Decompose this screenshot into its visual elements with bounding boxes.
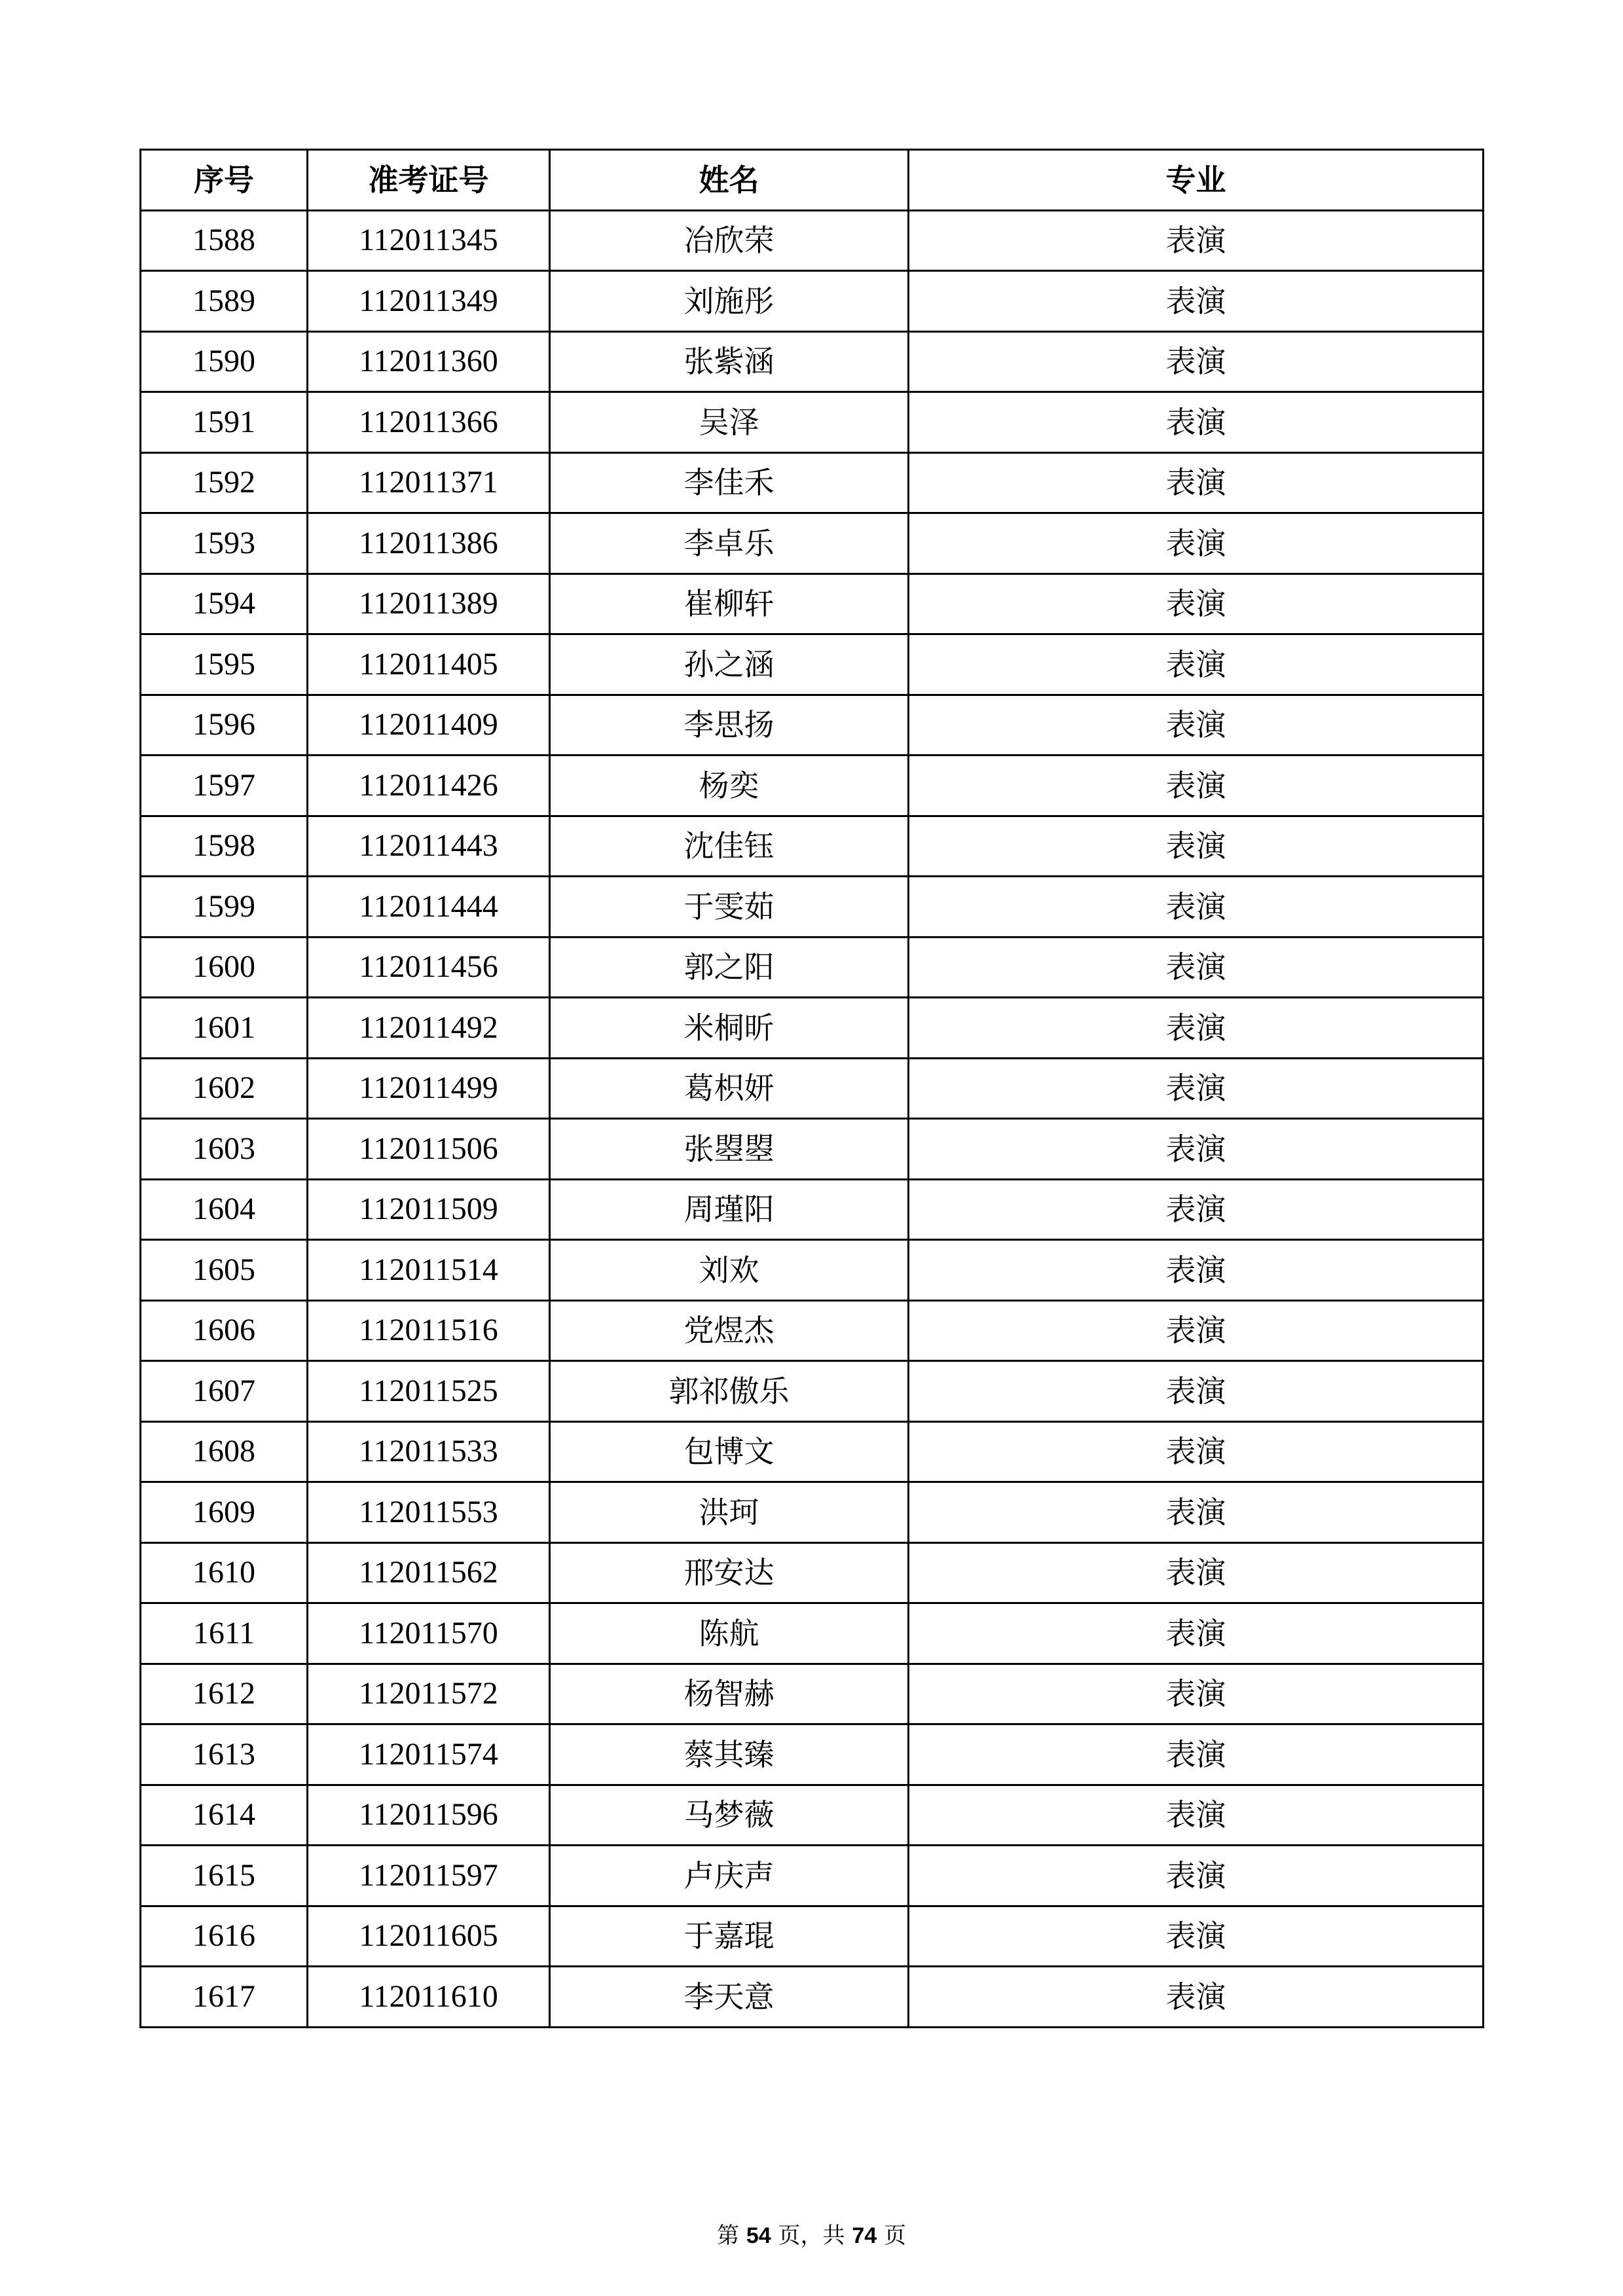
table-row bbox=[141, 1058, 1484, 1119]
cell-name: 李思扬 bbox=[550, 695, 909, 756]
cell-exam-id: 112011572 bbox=[308, 1664, 550, 1724]
cell-seq: 1605 bbox=[141, 1240, 308, 1301]
cell-major: 表演 bbox=[909, 756, 1484, 816]
table-row bbox=[141, 1664, 1484, 1724]
cell-name: 刘欢 bbox=[550, 1240, 909, 1301]
cell-seq: 1610 bbox=[141, 1542, 308, 1603]
cell-major: 表演 bbox=[909, 1482, 1484, 1543]
cell-seq: 1613 bbox=[141, 1724, 308, 1785]
cell-seq: 1611 bbox=[141, 1603, 308, 1664]
cell-name: 张曌曌 bbox=[550, 1119, 909, 1180]
cell-seq: 1595 bbox=[141, 634, 308, 695]
table-row bbox=[141, 513, 1484, 574]
cell-name: 邢安达 bbox=[550, 1542, 909, 1603]
header-major: 专业 bbox=[909, 150, 1484, 211]
cell-seq: 1609 bbox=[141, 1482, 308, 1543]
footer-current-page: 54 bbox=[746, 2223, 771, 2248]
header-exam-id: 准考证号 bbox=[308, 150, 550, 211]
table-row bbox=[141, 1482, 1484, 1543]
cell-major: 表演 bbox=[909, 1846, 1484, 1906]
cell-exam-id: 112011389 bbox=[308, 574, 550, 634]
cell-name: 郭之阳 bbox=[550, 937, 909, 998]
cell-name: 米桐昕 bbox=[550, 998, 909, 1059]
cell-seq: 1606 bbox=[141, 1300, 308, 1361]
cell-seq: 1591 bbox=[141, 392, 308, 453]
cell-exam-id: 112011596 bbox=[308, 1785, 550, 1846]
cell-seq: 1601 bbox=[141, 998, 308, 1059]
table-row bbox=[141, 210, 1484, 271]
cell-major: 表演 bbox=[909, 1967, 1484, 2028]
cell-exam-id: 112011509 bbox=[308, 1179, 550, 1240]
cell-seq: 1608 bbox=[141, 1421, 308, 1482]
cell-name: 党煜杰 bbox=[550, 1300, 909, 1361]
header-seq: 序号 bbox=[141, 150, 308, 211]
cell-major: 表演 bbox=[909, 1179, 1484, 1240]
cell-major: 表演 bbox=[909, 574, 1484, 634]
page-footer bbox=[0, 2223, 1623, 2249]
admission-roster-table bbox=[139, 149, 1484, 2028]
cell-major: 表演 bbox=[909, 816, 1484, 877]
cell-major: 表演 bbox=[909, 1240, 1484, 1301]
cell-exam-id: 112011371 bbox=[308, 452, 550, 513]
cell-seq: 1596 bbox=[141, 695, 308, 756]
header-name: 姓名 bbox=[550, 150, 909, 211]
table-row bbox=[141, 998, 1484, 1059]
table-row bbox=[141, 937, 1484, 998]
cell-seq: 1614 bbox=[141, 1785, 308, 1846]
cell-exam-id: 112011345 bbox=[308, 210, 550, 271]
cell-seq: 1590 bbox=[141, 331, 308, 392]
table-row bbox=[141, 695, 1484, 756]
cell-exam-id: 112011610 bbox=[308, 1967, 550, 2028]
cell-exam-id: 112011456 bbox=[308, 937, 550, 998]
cell-seq: 1615 bbox=[141, 1846, 308, 1906]
cell-exam-id: 112011349 bbox=[308, 271, 550, 332]
cell-major: 表演 bbox=[909, 210, 1484, 271]
cell-major: 表演 bbox=[909, 1361, 1484, 1422]
cell-exam-id: 112011366 bbox=[308, 392, 550, 453]
table-row bbox=[141, 1603, 1484, 1664]
cell-exam-id: 112011597 bbox=[308, 1846, 550, 1906]
cell-name: 杨奕 bbox=[550, 756, 909, 816]
cell-exam-id: 112011426 bbox=[308, 756, 550, 816]
cell-major: 表演 bbox=[909, 271, 1484, 332]
cell-seq: 1588 bbox=[141, 210, 308, 271]
cell-name: 孙之涵 bbox=[550, 634, 909, 695]
table-row bbox=[141, 877, 1484, 938]
cell-seq: 1616 bbox=[141, 1906, 308, 1967]
cell-major: 表演 bbox=[909, 1119, 1484, 1180]
footer-middle: 页，共 bbox=[771, 2223, 852, 2249]
cell-name: 李卓乐 bbox=[550, 513, 909, 574]
cell-name: 马梦薇 bbox=[550, 1785, 909, 1846]
table-row bbox=[141, 816, 1484, 877]
table-row bbox=[141, 574, 1484, 634]
cell-seq: 1603 bbox=[141, 1119, 308, 1180]
table-body bbox=[141, 210, 1484, 2027]
table-header-row bbox=[141, 150, 1484, 211]
table-row bbox=[141, 1119, 1484, 1180]
cell-name: 崔柳轩 bbox=[550, 574, 909, 634]
cell-name: 吴泽 bbox=[550, 392, 909, 453]
table-row bbox=[141, 331, 1484, 392]
cell-name: 于嘉琨 bbox=[550, 1906, 909, 1967]
cell-exam-id: 112011533 bbox=[308, 1421, 550, 1482]
cell-major: 表演 bbox=[909, 695, 1484, 756]
cell-exam-id: 112011492 bbox=[308, 998, 550, 1059]
table-row bbox=[141, 1361, 1484, 1422]
table-row bbox=[141, 1421, 1484, 1482]
table-row bbox=[141, 1542, 1484, 1603]
cell-name: 洪珂 bbox=[550, 1482, 909, 1543]
cell-seq: 1604 bbox=[141, 1179, 308, 1240]
cell-major: 表演 bbox=[909, 1300, 1484, 1361]
cell-exam-id: 112011525 bbox=[308, 1361, 550, 1422]
cell-name: 郭祁傲乐 bbox=[550, 1361, 909, 1422]
table-row bbox=[141, 1846, 1484, 1906]
cell-name: 于雯茹 bbox=[550, 877, 909, 938]
cell-major: 表演 bbox=[909, 877, 1484, 938]
cell-exam-id: 112011443 bbox=[308, 816, 550, 877]
cell-major: 表演 bbox=[909, 513, 1484, 574]
cell-seq: 1612 bbox=[141, 1664, 308, 1724]
cell-name: 李天意 bbox=[550, 1967, 909, 2028]
table-row bbox=[141, 756, 1484, 816]
cell-seq: 1589 bbox=[141, 271, 308, 332]
cell-name: 卢庆声 bbox=[550, 1846, 909, 1906]
cell-major: 表演 bbox=[909, 452, 1484, 513]
cell-seq: 1607 bbox=[141, 1361, 308, 1422]
cell-major: 表演 bbox=[909, 937, 1484, 998]
table-row bbox=[141, 392, 1484, 453]
table-row bbox=[141, 1967, 1484, 2028]
cell-name: 沈佳钰 bbox=[550, 816, 909, 877]
cell-major: 表演 bbox=[909, 1724, 1484, 1785]
cell-major: 表演 bbox=[909, 634, 1484, 695]
cell-major: 表演 bbox=[909, 1542, 1484, 1603]
cell-name: 杨智赫 bbox=[550, 1664, 909, 1724]
cell-exam-id: 112011574 bbox=[308, 1724, 550, 1785]
cell-name: 葛枳妍 bbox=[550, 1058, 909, 1119]
cell-exam-id: 112011570 bbox=[308, 1603, 550, 1664]
table-row bbox=[141, 1785, 1484, 1846]
cell-seq: 1602 bbox=[141, 1058, 308, 1119]
cell-seq: 1593 bbox=[141, 513, 308, 574]
cell-major: 表演 bbox=[909, 998, 1484, 1059]
cell-exam-id: 112011409 bbox=[308, 695, 550, 756]
table-row bbox=[141, 1906, 1484, 1967]
cell-seq: 1599 bbox=[141, 877, 308, 938]
cell-exam-id: 112011605 bbox=[308, 1906, 550, 1967]
cell-seq: 1592 bbox=[141, 452, 308, 513]
cell-major: 表演 bbox=[909, 331, 1484, 392]
cell-major: 表演 bbox=[909, 1785, 1484, 1846]
cell-exam-id: 112011553 bbox=[308, 1482, 550, 1543]
cell-major: 表演 bbox=[909, 1421, 1484, 1482]
cell-seq: 1598 bbox=[141, 816, 308, 877]
footer-suffix: 页 bbox=[877, 2223, 906, 2249]
cell-exam-id: 112011562 bbox=[308, 1542, 550, 1603]
cell-name: 周瑾阳 bbox=[550, 1179, 909, 1240]
footer-total-pages: 74 bbox=[852, 2223, 877, 2248]
cell-name: 张紫涵 bbox=[550, 331, 909, 392]
cell-seq: 1594 bbox=[141, 574, 308, 634]
footer-prefix: 第 bbox=[717, 2223, 746, 2249]
cell-name: 蔡其臻 bbox=[550, 1724, 909, 1785]
cell-exam-id: 112011386 bbox=[308, 513, 550, 574]
cell-name: 陈航 bbox=[550, 1603, 909, 1664]
cell-name: 刘施彤 bbox=[550, 271, 909, 332]
cell-major: 表演 bbox=[909, 1906, 1484, 1967]
table-row bbox=[141, 1300, 1484, 1361]
cell-exam-id: 112011499 bbox=[308, 1058, 550, 1119]
cell-seq: 1597 bbox=[141, 756, 308, 816]
cell-exam-id: 112011516 bbox=[308, 1300, 550, 1361]
cell-seq: 1617 bbox=[141, 1967, 308, 2028]
table-row bbox=[141, 1724, 1484, 1785]
cell-exam-id: 112011360 bbox=[308, 331, 550, 392]
cell-seq: 1600 bbox=[141, 937, 308, 998]
cell-major: 表演 bbox=[909, 1664, 1484, 1724]
table-row bbox=[141, 452, 1484, 513]
cell-exam-id: 112011444 bbox=[308, 877, 550, 938]
cell-major: 表演 bbox=[909, 1058, 1484, 1119]
cell-major: 表演 bbox=[909, 1603, 1484, 1664]
table-row bbox=[141, 1240, 1484, 1301]
table-row bbox=[141, 634, 1484, 695]
cell-exam-id: 112011514 bbox=[308, 1240, 550, 1301]
cell-name: 李佳禾 bbox=[550, 452, 909, 513]
cell-exam-id: 112011506 bbox=[308, 1119, 550, 1180]
cell-exam-id: 112011405 bbox=[308, 634, 550, 695]
cell-major: 表演 bbox=[909, 392, 1484, 453]
table-row bbox=[141, 271, 1484, 332]
cell-name: 冶欣荣 bbox=[550, 210, 909, 271]
cell-name: 包博文 bbox=[550, 1421, 909, 1482]
table-row bbox=[141, 1179, 1484, 1240]
